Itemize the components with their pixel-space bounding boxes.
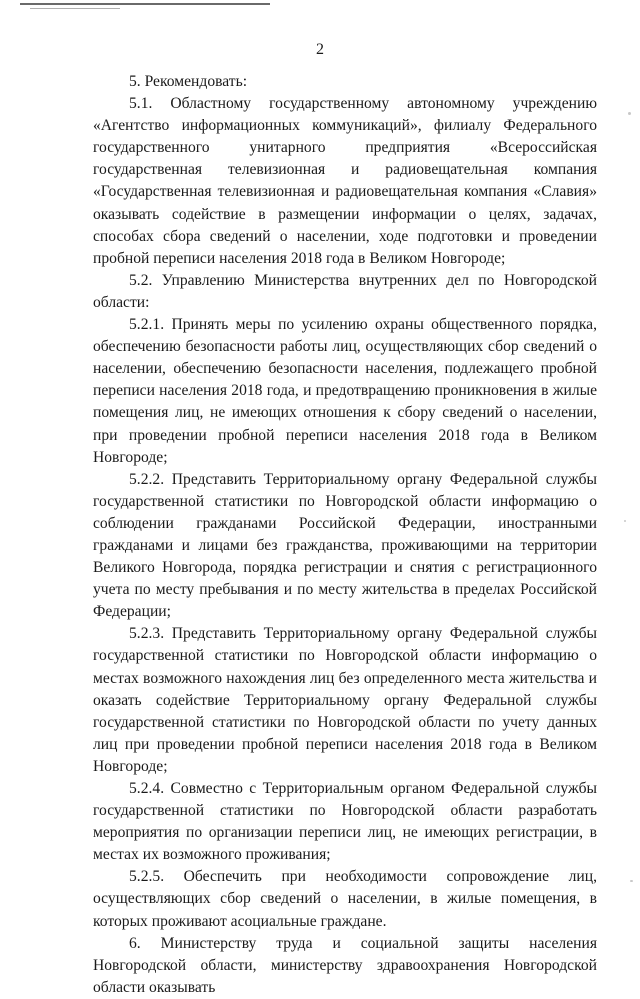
scan-speck xyxy=(624,520,626,522)
scan-speck xyxy=(630,880,633,882)
paragraph-5-2-3: 5.2.3. Представить Территориальному органу Федеральной службы государственной статистики по Новгородской области информацию о местах возможного нахождения лиц без определенного места жительства и оказать содействие Территориальному органу Федеральной службы государственной статистики по Новгородской области по учету данных лиц при проведении пробной переписи населения 2018 года в Великом Новгороде; xyxy=(93,625,597,775)
paragraph-5-2: 5.2. Управлению Министерства внутренних дел по Новгородской области: xyxy=(93,271,597,311)
paragraph-5: 5. Рекомендовать: xyxy=(129,73,248,90)
scan-edge-line xyxy=(20,3,270,5)
paragraph-5-1: 5.1. Областному государственному автономному учреждению «Агентство информационных коммуникаций», филиалу Федерального государственного унитарного предприятия «Всероссийская государственная телевизионная и радиовещательная компания «Государственная телевизионная и радиовещательная компания «Славия» оказывать содействие в размещении информации о целях, задачах, способах сбора сведений о населении, ходе подготовки и проведении пробной переписи населения 2018 года в Великом Новгороде; xyxy=(93,95,597,267)
scan-speck xyxy=(628,112,631,115)
page-number: 2 xyxy=(316,41,324,58)
paragraph-5-2-1: 5.2.1. Принять меры по усилению охраны общественного порядка, обеспечению безопасности работы лиц, осуществляющих сбор сведений о населении, обеспечению безопасности населения, подлежащего пробной переписи населения 2018 года, и предотвращению проникновения в жилые помещения лиц, не имеющих отношения к сбору сведений о населении, при проведении пробной переписи населения 2018 года в Великом Новгороде; xyxy=(93,316,597,466)
paragraph-5-2-4: 5.2.4. Совместно с Территориальным органом Федеральной службы государственной статистики по Новгородской области разработать мероприятия по организации переписи лиц, не имеющих регистрации, в местах их возможного проживания; xyxy=(93,780,597,864)
paragraph-6: 6. Министерству труда и социальной защиты населения Новгородской области, министерству здравоохранения Новгородской области оказывать xyxy=(93,934,597,996)
scan-edge-line-secondary xyxy=(30,8,120,9)
paragraph-5-2-2: 5.2.2. Представить Территориальному органу Федеральной службы государственной статистики по Новгородской области информацию о соблюдении гражданами Российской Федерации, иностранными гражданами и лицами без гражданства, проживающими на территории Великого Новгорода, порядка регистрации и снятия с регистрационного учета по месту пребывания и по месту жительства в пределах Российской Федерации; xyxy=(93,470,597,621)
paragraph-5-2-5: 5.2.5. Обеспечить при необходимости сопровождение лиц, осуществляющих сбор сведений о населении, в жилые помещения, в которых проживают асоциальные граждане. xyxy=(93,868,597,930)
document-body xyxy=(93,71,597,999)
